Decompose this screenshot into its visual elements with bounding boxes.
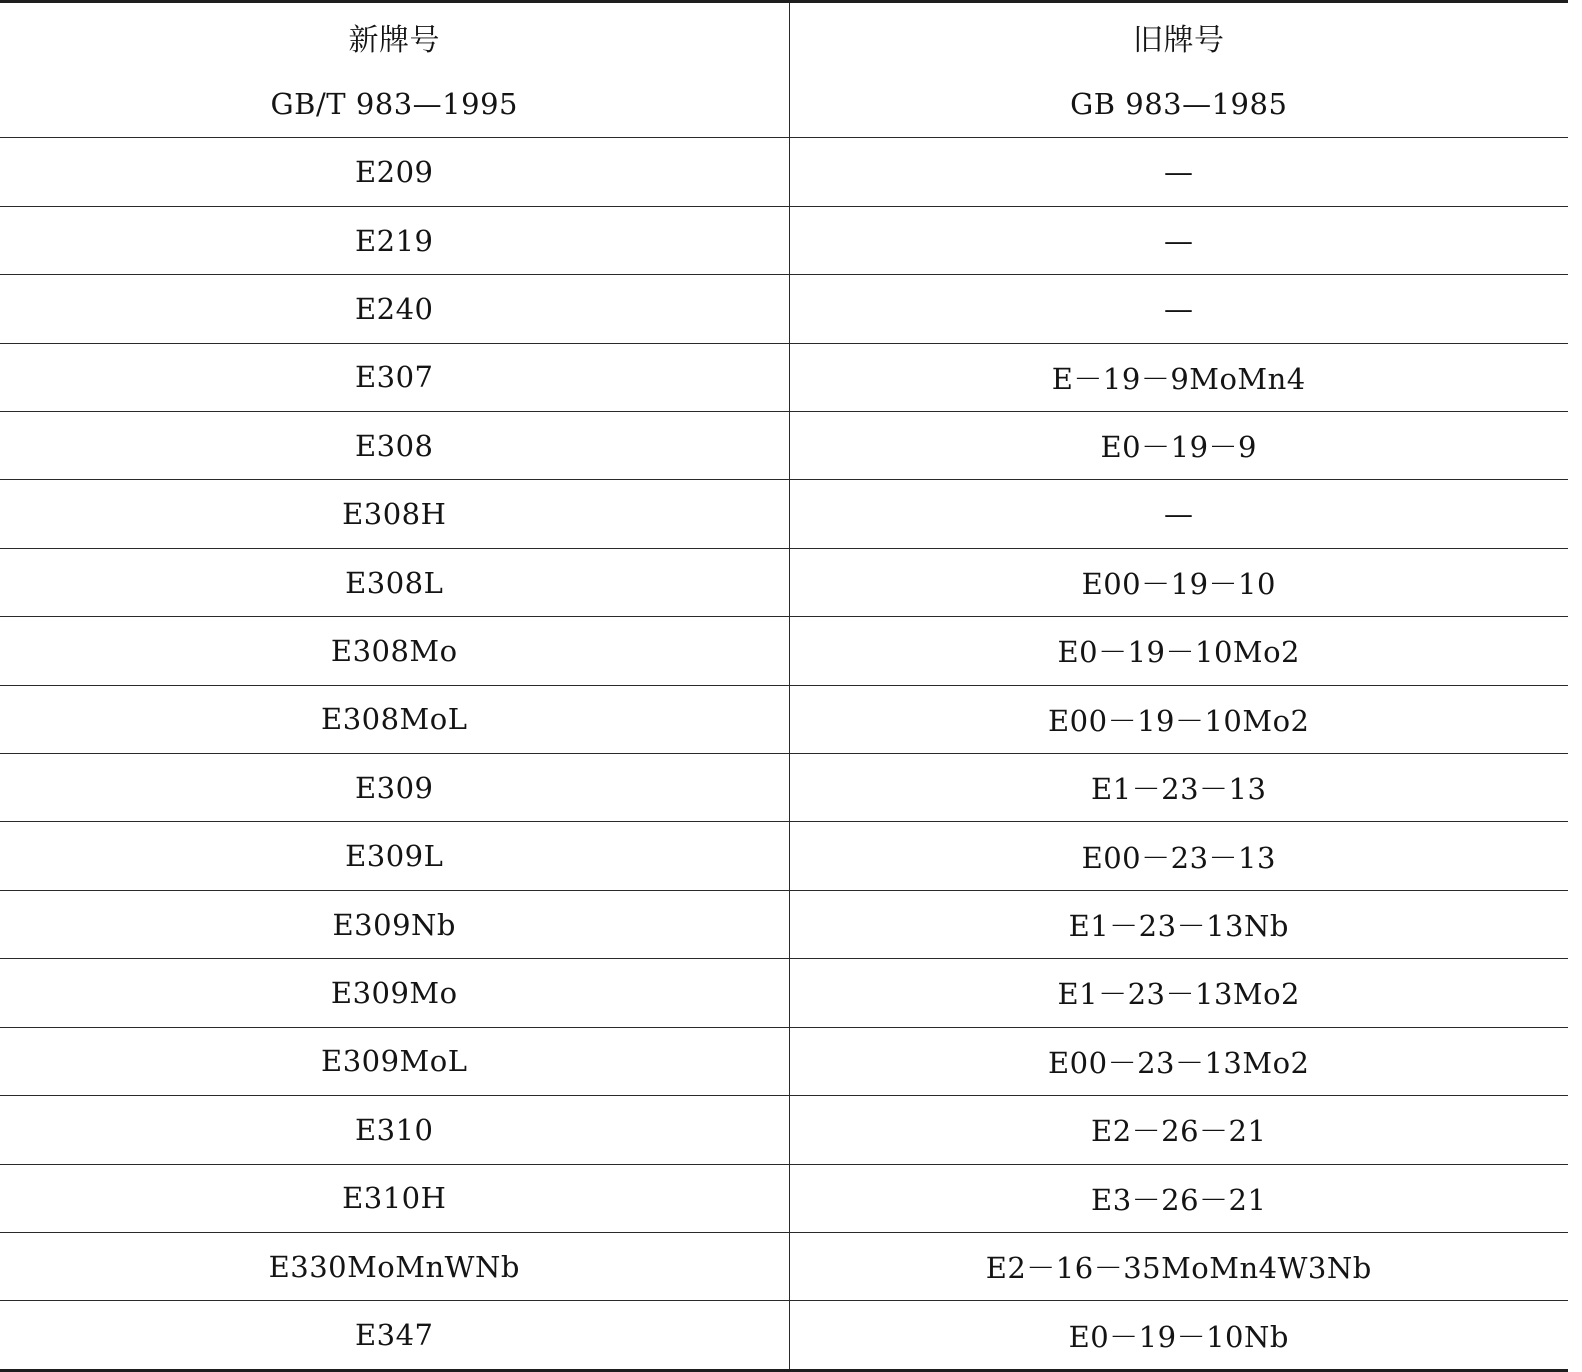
old-grade-cell: — <box>789 138 1568 206</box>
old-grade-cell: E－19－9MoMn4 <box>789 343 1568 411</box>
table-row <box>0 548 1568 616</box>
old-grade-cell: E00－19－10 <box>789 548 1568 616</box>
new-grade-cell: E309 <box>0 754 789 822</box>
new-grade-cell: E240 <box>0 275 789 343</box>
table-row <box>0 138 1568 206</box>
table-row <box>0 412 1568 480</box>
old-grade-cell: E2－26－21 <box>789 1096 1568 1164</box>
old-grade-cell: GB 983—1985 <box>1070 86 1288 121</box>
table-row <box>0 275 1568 343</box>
table-row <box>0 959 1568 1027</box>
new-grade-cell: E219 <box>0 206 789 274</box>
new-grade-cell: E310 <box>0 1096 789 1164</box>
old-grade-cell: E1－23－13Nb <box>789 890 1568 958</box>
new-grade-cell: E309L <box>0 822 789 890</box>
table-row <box>0 890 1568 958</box>
old-grade-cell: E1－23－13Mo2 <box>789 959 1568 1027</box>
new-grade-cell: E309MoL <box>0 1027 789 1095</box>
new-grade-cell: E330MoMnWNb <box>0 1232 789 1300</box>
table-row <box>0 822 1568 890</box>
table-row <box>0 685 1568 753</box>
table-row <box>0 1027 1568 1095</box>
new-grade-cell: GB/T 983—1995 <box>0 70 789 138</box>
old-grade-cell: E0－19－9 <box>789 412 1568 480</box>
old-grade-cell: — <box>789 206 1568 274</box>
old-grade-cell: E00－19－10Mo2 <box>789 685 1568 753</box>
old-grade-cell: E1－23－13 <box>789 754 1568 822</box>
new-grade-cell: E308Mo <box>0 617 789 685</box>
new-grade-cell: E308L <box>0 548 789 616</box>
table-row <box>0 1301 1568 1369</box>
old-grade-cell: E00－23－13Mo2 <box>789 1027 1568 1095</box>
new-grade-cell: E209 <box>0 138 789 206</box>
grade-comparison-table <box>0 3 1568 1369</box>
new-grade-cell: E308MoL <box>0 685 789 753</box>
old-grade-cell: E2－16－35MoMn4W3Nb <box>789 1232 1568 1300</box>
table-row <box>0 617 1568 685</box>
table-row <box>0 70 1568 138</box>
table-row <box>0 206 1568 274</box>
new-grade-cell: E307 <box>0 343 789 411</box>
header-new-grade: 新牌号 <box>0 3 789 70</box>
old-grade-cell: E0－19－10Nb <box>789 1301 1568 1369</box>
old-grade-cell: E3－26－21 <box>789 1164 1568 1232</box>
table-header-row <box>0 3 1568 70</box>
table-row <box>0 1096 1568 1164</box>
table-row <box>0 1164 1568 1232</box>
new-grade-cell: E308 <box>0 412 789 480</box>
table-row <box>0 754 1568 822</box>
new-grade-cell: E308H <box>0 480 789 548</box>
old-grade-cell: — <box>789 275 1568 343</box>
new-grade-cell: E309Nb <box>0 890 789 958</box>
old-grade-cell: E00－23－13 <box>789 822 1568 890</box>
new-grade-cell: E310H <box>0 1164 789 1232</box>
table-row <box>0 480 1568 548</box>
table-row <box>0 1232 1568 1300</box>
old-grade-cell: E0－19－10Mo2 <box>789 617 1568 685</box>
new-grade-cell: E347 <box>0 1301 789 1369</box>
old-grade-cell: — <box>789 480 1568 548</box>
table-row <box>0 343 1568 411</box>
new-grade-cell: E309Mo <box>0 959 789 1027</box>
header-old-grade: 旧牌号 <box>1133 22 1225 58</box>
